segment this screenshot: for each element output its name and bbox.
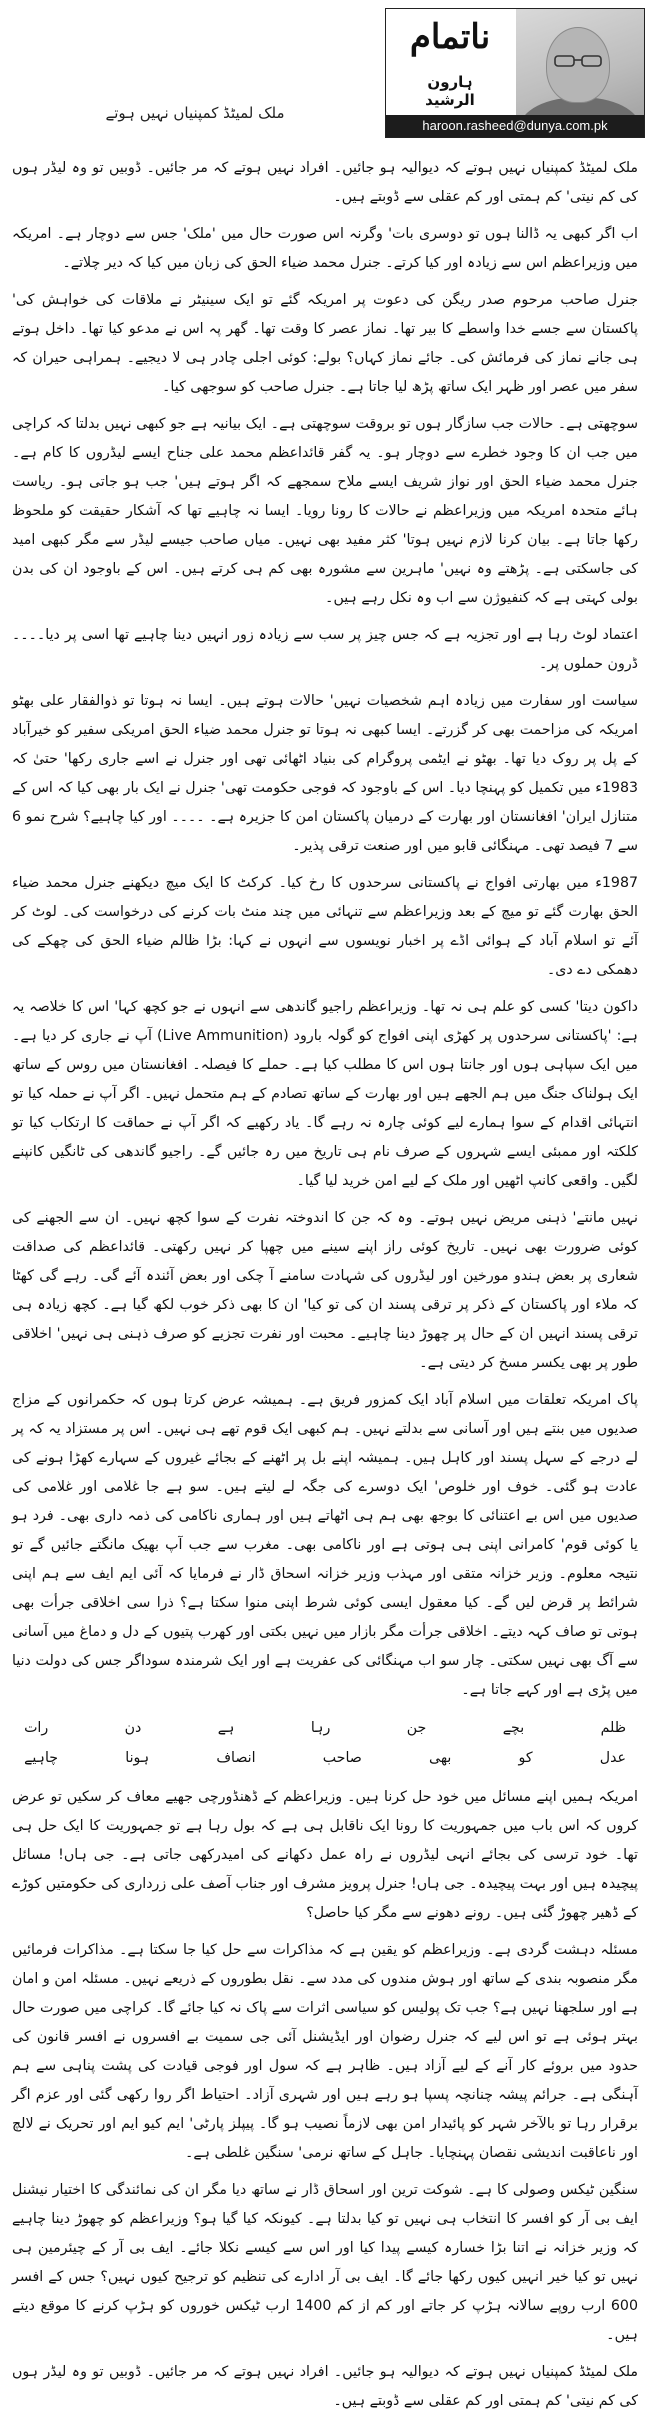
author-name: ہارون الرشید bbox=[425, 73, 475, 109]
paragraph: اعتماد لوٹ رہا ہے اور تجزیہ ہے کہ جس چیز پر سب سے زیادہ زور انہیں دینا چاہیے تھا اسی پر دیا۔۔۔۔ ڈرون حملوں پر۔ bbox=[12, 627, 638, 672]
column-headline: ملک لمیٹڈ کمپنیاں نہیں ہوتے bbox=[105, 104, 285, 122]
paragraph: نہیں مانتے' ذہنی مریض نہیں ہوتے۔ وہ کہ جن کا اندوختہ نفرت کے سوا کچھ نہیں۔ ان سے الجھنے کی کوئی ضرورت بھی نہیں۔ تاریخ کوئی راز اپنے سینے میں چھپا کر نہیں رکھتی۔ قائداعظم کی صداقت شعاری پر بعض ہندو مورخین اور لیڈروں کی شہادت سامنے آ چکی اور بعض آئندہ آئے گی۔ رہے گی کھٹا کہ ملاء اور پاکستان کے ذکر پر ترقی پسند ان کی تو کیا' ان کا بھی ذکر خوب لکھ گیا ہے۔ کچھ زیادہ ہی ترقی پسند انہیں ان کے حال پر چھوڑ دینا چاہیے۔ محبت اور نفرت تجزیے کو صرف ذہنی ہی نہیں' اخلاقی طور پر بھی یکسر مسخ کر دیتی ہے۔ bbox=[12, 1210, 638, 1371]
poem-line-2 bbox=[24, 1743, 626, 1773]
poem-word: چاہیے bbox=[24, 1750, 59, 1766]
paragraph: سنگین ٹیکس وصولی کا ہے۔ شوکت ترین اور اسحاق ڈار نے ساتھ دیا مگر ان کی نمائندگی کا اختیار نیشنل ایف بی آر کو افسر کا انتخاب ہی نہیں تو کیا بدلتا ہے۔ کیونکہ کیا گیا ہو؟ وزیراعظم کو چھوڑ دینا چاہیے کہ وزیر خزانہ نے اتنا بڑا خسارہ کیسے پیدا کیا اور اس سے کیسے نکلا جائے۔ ایف بی آر کے چیئرمین ہی نہیں تو کیا خیر انہیں کیوں رکھا جائے گا۔ ایف بی آر ادارے کی تنظیم کو ترجیح کیوں نہیں؟ جس کے افسر 600 ارب روپے سالانہ ہڑپ کر جاتے اور کم از کم 1400 ارب ٹیکس خوروں کو ہڑپ کرنے کا موقع دیتے ہیں۔ bbox=[12, 2182, 638, 2343]
poem-word: صاحب bbox=[322, 1750, 362, 1766]
poem-word: جن bbox=[406, 1720, 427, 1736]
poem-word: ہونا bbox=[125, 1750, 150, 1766]
poem-word: بھی bbox=[429, 1750, 452, 1766]
photo-glasses-icon bbox=[554, 55, 602, 67]
column-body bbox=[0, 152, 650, 2422]
column-title: ناتمام bbox=[409, 17, 491, 57]
poem-word: بچے bbox=[502, 1720, 525, 1736]
poem-word: رات bbox=[24, 1720, 49, 1736]
poem-word: ظلم bbox=[600, 1720, 626, 1736]
poem-word: عدل bbox=[599, 1750, 626, 1766]
paragraph: سیاست اور سفارت میں زیادہ اہم شخصیات نہیں' حالات ہوتے ہیں۔ ایسا نہ ہوتا تو ذوالفقار علی بھٹو امریکہ کی مزاحمت بھی کر گزرتے۔ ایسا کبھی نہ ہوتا تو جنرل محمد ضیاء الحق امریکی سفیر کو خیرآباد کے پل پر روک دیا تھا۔ بھٹو نے ایٹمی پروگرام کی بنیاد اٹھائی تھی اور جنرل نے اسے جاری رکھا' حتیٰ کہ 1983ء میں تکمیل کو پہنچا دیا۔ اس کے باوجود کہ فوجی حکومت تھی' جنرل نے ایک بار بھی کیا کہ اس کے متنازل ایران' افغانستان اور بھارت کے درمیان پاکستان امن کا جزیرہ ہے۔ ۔۔۔۔ اور کیا چاہیے؟ شرح نمو 6 سے 7 فیصد تھی۔ مہنگائی قابو میں اور صنعت ترقی پذیر۔ bbox=[12, 693, 638, 854]
poem-word: انصاف bbox=[216, 1750, 256, 1766]
author-email: haroon.rasheed@dunya.com.pk bbox=[386, 115, 644, 137]
paragraph: داکون دیتا' کسی کو علم ہی نہ تھا۔ وزیراعظم راجیو گاندھی سے انہوں نے جو کچھ کہا' اس کا خلاصہ یہ ہے: 'پاکستانی سرحدوں پر کھڑی اپنی افواج کو گولہ بارود (Live Ammunition) آپ نے جاری کر دیا ہے۔ میں ایک سپاہی ہوں اور جانتا ہوں اس کا مطلب کیا ہے۔ حملے کا فیصلہ۔ افغانستان میں روس کے ساتھ ایک ہولناک جنگ میں ہم الجھے ہیں اور بھارت کے ساتھ تصادم کے ہم متحمل نہیں۔ اگر آپ نے حملہ کیا تو انتہائی اقدام کے سوا ہمارے لیے کوئی چارہ نہ رہے گا۔ یاد رکھیے کہ اگر آپ نے حماقت کا ارتکاب کیا تو کلکتہ اور ممبئی ایسے شہروں کے صرف نام ہی تاریخ میں رہ جائیں گے۔ راجیو گاندھی کی ٹانگیں کانپنے لگیں۔ واقعی کانپ اٹھیں اور ملک کے لیے امن خرید لیا گیا۔ bbox=[12, 999, 638, 1189]
paragraph: اب اگر کبھی یہ ڈالنا ہوں تو دوسری بات' وگرنہ اس صورت حال میں 'ملک' جس سے دوچار ہے۔ امریکہ میں وزیراعظم اس سے زیادہ اور کیا کرتے۔ جنرل محمد ضیاء الحق کی زبان میں کیا کہ دیر چلاتے۔ bbox=[12, 226, 638, 271]
paragraph: پاک امریکہ تعلقات میں اسلام آباد ایک کمزور فریق ہے۔ ہمیشہ عرض کرتا ہوں کہ حکمرانوں کے مزاج صدیوں میں بنتے ہیں اور آسانی سے بدلتے نہیں۔ ہم کبھی ایک قوم تھے ہی نہیں۔ اس پر مستزاد یہ کہ پر لے درجے کے سہل پسند اور کاہل ہیں۔ ہمیشہ اپنے بل پر اٹھنے کے بجائے غیروں کے سہارے کھڑا ہونے کی عادت ہو گئی۔ خوف اور خلوص' ایک دوسرے کی جگہ لے لیتے ہیں۔ سو ہے جا غلامی اور غلامی کی صدیوں میں اس بے اعتنائی کا بوجھ بھی ہم ہی اٹھاتے ہیں اور ہماری ناکامی کی ذمہ داری بھی۔ فرد ہو یا کوئی قوم' کامرانی اپنی ہی ہوتی ہے اور ناکامی بھی۔ مغرب سے جب آپ بھیک مانگتے جائیں گے تو نتیجہ معلوم۔ وزیر خزانہ متقی اور مہذب وزیر خزانہ اسحاق ڈار نے فرمایا کہ آئی ایم ایف سے ہم اپنی شرائط پر قرض لیں گے۔ کیا معقول ایسی کوئی شرط اپنی منوا سکتا ہے؟ ذرا سی اخلاقی جرأت بھی ہوتی تو صاف کہہ دیتے۔ اخلاقی جرأت مگر بازار میں نہیں بکتی اور کھرب پتیوں کے دل و دماغ میں آسانی سے آگ بھی نہیں سکتی۔ چار سو اب مہنگائی کی عفریت ہے اور ایک شرمندہ سوداگر جس کی دولت دنیا میں پڑی ہے اور کہے جاتا ہے۔ bbox=[12, 1392, 638, 1698]
column-header bbox=[0, 0, 650, 152]
poem-word: ہے bbox=[217, 1720, 235, 1736]
poetry-couplet bbox=[24, 1713, 626, 1773]
paragraph: 1987ء میں بھارتی افواج نے پاکستانی سرحدوں کا رخ کیا۔ کرکٹ کا ایک میچ دیکھنے جنرل محمد ضیاء الحق بھارت گئے تو میچ کے بعد وزیراعظم سے تنہائی میں چند منٹ بات کرنے کی درخواست کی۔ لوٹ کر آئے تو اسلام آباد کے ہوائی اڈے پر اخبار نویسوں سے انہوں نے کہا: بڑا ظالم ضیاء الحق کی چھکے کی دھمکی دے دی۔ bbox=[12, 875, 638, 978]
paragraph: جنرل صاحب مرحوم صدر ریگن کی دعوت پر امریکہ گئے تو ایک سینیٹر نے ملاقات کی خواہش کی' پاکستان سے جسے خدا واسطے کا بیر تھا۔ نماز عصر کا وقت تھا۔ گھر پہ اس نے مدعو کیا تھا۔ داخل ہوتے ہی جانے نماز کی فرمائش کی۔ جائے نماز کہاں؟ بولے: کوئی اجلی چادر ہی لا دیجیے۔ ہمراہی حیران کہ سفر میں عصر اور ظہر ایک ساتھ پڑھ لیا جاتا ہے۔ جنرل صاحب کو سوجھی کیا۔ bbox=[12, 292, 638, 395]
paragraph: ملک لمیٹڈ کمپنیاں نہیں ہوتے کہ دیوالیہ ہو جائیں۔ افراد نہیں ہوتے کہ مر جائیں۔ ڈوبیں تو وہ لیڈر ہوں کی کم نیتی' کم ہمتی اور کم عقلی سے ڈوبتے ہیں۔ bbox=[12, 2364, 638, 2409]
columnist-banner bbox=[385, 8, 645, 138]
paragraph: سوچھتی ہے۔ حالات جب سازگار ہوں تو بروقت سوچھتی ہے۔ ایک بیانیہ ہے جو کبھی نہیں بدلتا کہ کراچی میں جب ان کا وجود خطرے سے دوچار ہو۔ یہ گفر قائداعظم محمد علی جناح ایسے لیڈروں کا کام ہے۔ جنرل محمد ضیاء الحق اور نواز شریف ایسے ملاح سمجھے کہ اگر ہوتے ہیں' جب ہو جاتی ہو۔ ریاست ہائے متحدہ امریکہ میں وزیراعظم نے حالات کا رونا رویا۔ ایسا نہ چاہیے تھا کہ آشکار حقیقت کو ملحوظ رکھا جاتا ہے۔ بیان کرنا لازم نہیں ہوتا' کثر مفید بھی نہیں۔ میاں صاحب جیسے لیڈر سے مگر کبھی امید کی جاسکتی ہے۔ پڑھتے وہ نہیں' ماہرین سے مشورہ بھی کم ہی کرتے ہیں۔ اس کے باوجود ان کی بدن بولی کہتی ہے کہ کنفیوژن سے اب وہ نکل رہے ہیں۔ bbox=[12, 416, 638, 606]
paragraph: ملک لمیٹڈ کمپنیاں نہیں ہوتے کہ دیوالیہ ہو جائیں۔ افراد نہیں ہوتے کہ مر جائیں۔ ڈوبیں تو وہ لیڈر ہوں کی کم نیتی' کم ہمتی اور کم عقلی سے ڈوبتے ہیں۔ bbox=[12, 160, 638, 205]
paragraph: مسئلہ دہشت گردی ہے۔ وزیراعظم کو یقین ہے کہ مذاکرات سے حل کیا جا سکتا ہے۔ مذاکرات فرمائیں مگر منصوبہ بندی کے ساتھ اور ہوش مندوں کی مدد سے۔ نقل بطوروں کے ذریعے نہیں۔ مسئلہ امن و امان ہے اور سلجھنا نہیں ہے؟ جب تک پولیس کو سیاسی اثرات سے پاک نہ کیا جائے گا۔ کراچی میں صورت حال بہتر ہوئی ہے تو اس لیے کہ جنرل رضوان اور ایڈیشنل آئی جی سمیت بے افسروں نے افسر قانون کی حدود میں بروئے کار آنے کے لیے آزاد ہیں۔ ظاہر ہے کہ سول اور فوجی قیادت کی پشت پناہی سے ہم آہنگی ہے۔ جرائم پیشہ چنانچہ پسپا ہو رہے ہیں اور شہری آزاد۔ احتیاط اگر روا رکھی گئی اور عزم اگر برقرار رہا تو بالآخر شہر کو پائیدار امن بھی لازماً نصیب ہو گا۔ پیپلز پارٹی' ایم کیو ایم اور تحریک نے لالچ اور ناعاقبت اندیشی نقصان پہنچایا۔ جاہل کے ساتھ نرمی' سنگین غلطی ہے۔ bbox=[12, 1942, 638, 2161]
poem-word: رہا bbox=[310, 1720, 331, 1736]
poem-word: کو bbox=[518, 1750, 533, 1766]
paragraph: امریکہ ہمیں اپنے مسائل میں خود حل کرنا ہیں۔ وزیراعظم کے ڈھنڈورچی جھیے معاف کر سکیں تو عرض کروں کہ اس باب میں جمہوریت کا رونا ایک ناقابل ہی ہے کہ بول رہا ہے تو جمہوریت کا ایک حل ہی تھا۔ خود ترسی کی بجائے انہی لیڈروں نے راہ عمل دکھانے کی امیدرکھی جاتی ہے۔ جی ہاں! مسائل پیچیدہ ہیں اور بہت پیچیدہ۔ جی ہاں! جنرل پرویز مشرف اور جناب آصف علی زرداری کی حکومتیں کوڑے کے ڈھیر چھوڑ گئی ہیں۔ رونے دھونے سے مگر کیا حاصل؟ bbox=[12, 1789, 638, 1921]
poem-line-1 bbox=[24, 1713, 626, 1743]
poem-word: دن bbox=[124, 1720, 142, 1736]
